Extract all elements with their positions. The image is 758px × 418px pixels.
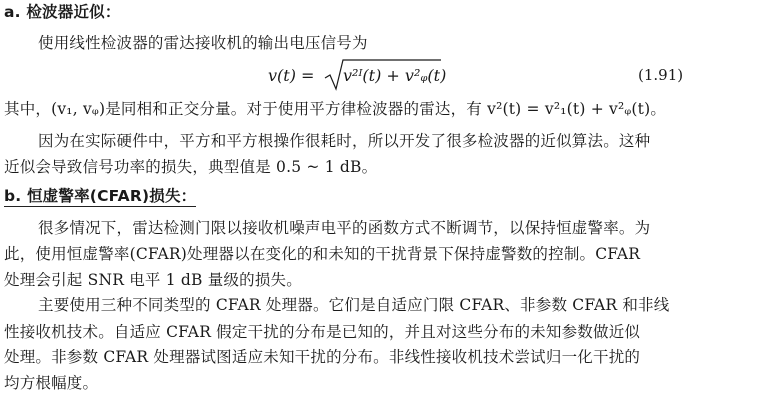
section-b-para1-line3: 处理会引起 SNR 电平 1 dB 量级的损失。 — [4, 271, 302, 289]
equation-lhs: v(t) = — [268, 66, 315, 85]
section-a-para2-line2: 近似会导致信号功率的损失，典型值是 0.5 ~ 1 dB。 — [4, 158, 378, 176]
section-b-heading — [4, 186, 196, 206]
equation-number: (1.91) — [638, 66, 684, 84]
section-b-para2-line1: 主要使用三种不同类型的 CFAR 处理器。它们是自适应门限 CFAR、非参数 CFAR 和非线 — [38, 296, 670, 314]
section-a-heading: a. 检波器近似： — [4, 3, 121, 21]
equation-rhs: v²ᴵ(t) + v²ᵩ(t) — [343, 66, 447, 85]
section-b-para2-line3: 处理。非参数 CFAR 处理器试图适应未知干扰的分布。非线性接收机技术尝试归一化干扰的 — [4, 348, 641, 366]
section-a-intro: 使用线性检波器的雷达接收机的输出电压信号为 — [38, 34, 368, 52]
section-a-para1-line1: 其中，(v₁, vᵩ)是同相和正交分量。对于使用平方律检波器的雷达，有 v²(t) = v²₁(t) + v²ᵩ(t)。 — [4, 100, 667, 118]
section-b-heading-text: b. 恒虚警率(CFAR)损失： — [4, 187, 197, 205]
section-b-para2-line4: 均方根幅度。 — [4, 374, 99, 392]
section-b-para1-line1: 很多情况下，雷达检测门限以接收机噪声电平的函数方式不断调节，以保持恒虚警率。为 — [38, 219, 651, 237]
section-b-para1-line2: 此，使用恒虚警率(CFAR)处理器以在变化的和未知的干扰背景下保持虚警数的控制。CFAR — [4, 245, 641, 263]
section-b-para2-line2: 性接收机技术。自适应 CFAR 假定干扰的分布是已知的，并且对这些分布的未知参数做近似 — [4, 323, 641, 341]
section-a-para2-line1: 因为在实际硬件中，平方和平方根操作很耗时，所以开发了很多检波器的近似算法。这种 — [38, 132, 651, 150]
